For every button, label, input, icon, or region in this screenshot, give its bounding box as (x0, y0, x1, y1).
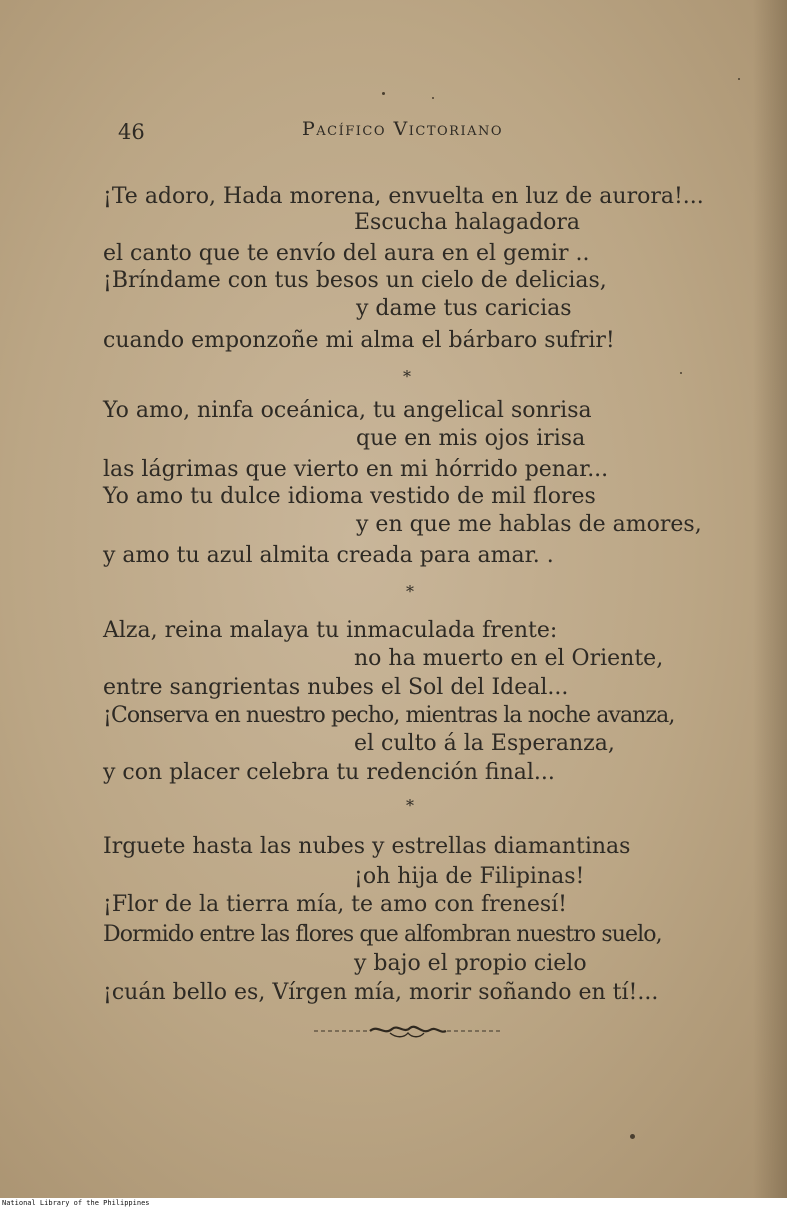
poem-line: y con placer celebra tu redención final... (103, 760, 555, 785)
poem-line: el culto á la Esperanza, (354, 731, 615, 756)
stanza-separator: * (406, 796, 414, 815)
poem-line: ¡Te adoro, Hada morena, envuelta en luz de aurora!... (103, 184, 704, 209)
page-number: 46 (118, 120, 145, 144)
poem-line: y dame tus caricias (356, 296, 572, 321)
poem-line: Yo amo tu dulce idioma vestido de mil flores (103, 484, 596, 509)
poem-line: ¡Bríndame con tus besos un cielo de delicias, (103, 268, 607, 293)
poem-line: y bajo el propio cielo (354, 951, 587, 976)
poem-line: Alza, reina malaya tu inmaculada frente: (103, 618, 558, 643)
poem-line: Escucha halagadora (354, 210, 581, 235)
stanza-separator: * (403, 367, 411, 386)
poem-line: Dormido entre las flores que alfombran nuestro suelo, (103, 922, 662, 947)
poem-line: y amo tu azul almita creada para amar. . (103, 543, 554, 568)
stanza-separator: * (406, 582, 414, 601)
poem-line: que en mis ojos irisa (356, 426, 586, 451)
poem-line: ¡cuán bello es, Vírgen mía, morir soñando en tí!... (103, 980, 659, 1005)
running-head: Pacífico Victoriano (302, 118, 504, 140)
flourish-ornament-icon (312, 1020, 502, 1042)
poem-line: no ha muerto en el Oriente, (354, 646, 664, 671)
poem-line: entre sangrientas nubes el Sol del Ideal... (103, 675, 569, 700)
poem-line: ¡Conserva en nuestro pecho, mientras la noche avanza, (103, 703, 675, 728)
poem-line: y en que me hablas de amores, (356, 512, 702, 537)
poem-line: cuando emponzoñe mi alma el bárbaro sufrir! (103, 328, 615, 353)
poem-line: ¡Flor de la tierra mía, te amo con frenesí! (103, 892, 568, 917)
poem-line: Yo amo, ninfa oceánica, tu angelical sonrisa (103, 398, 592, 423)
archive-credit: National Library of the Philippines (0, 1199, 787, 1208)
poem-line: el canto que te envío del aura en el gemir .. (103, 241, 590, 266)
poem-line: las lágrimas que vierto en mi hórrido penar... (103, 457, 609, 482)
poem-line: ¡oh hija de Filipinas! (354, 864, 585, 889)
poem-line: Irguete hasta las nubes y estrellas diamantinas (103, 834, 631, 859)
